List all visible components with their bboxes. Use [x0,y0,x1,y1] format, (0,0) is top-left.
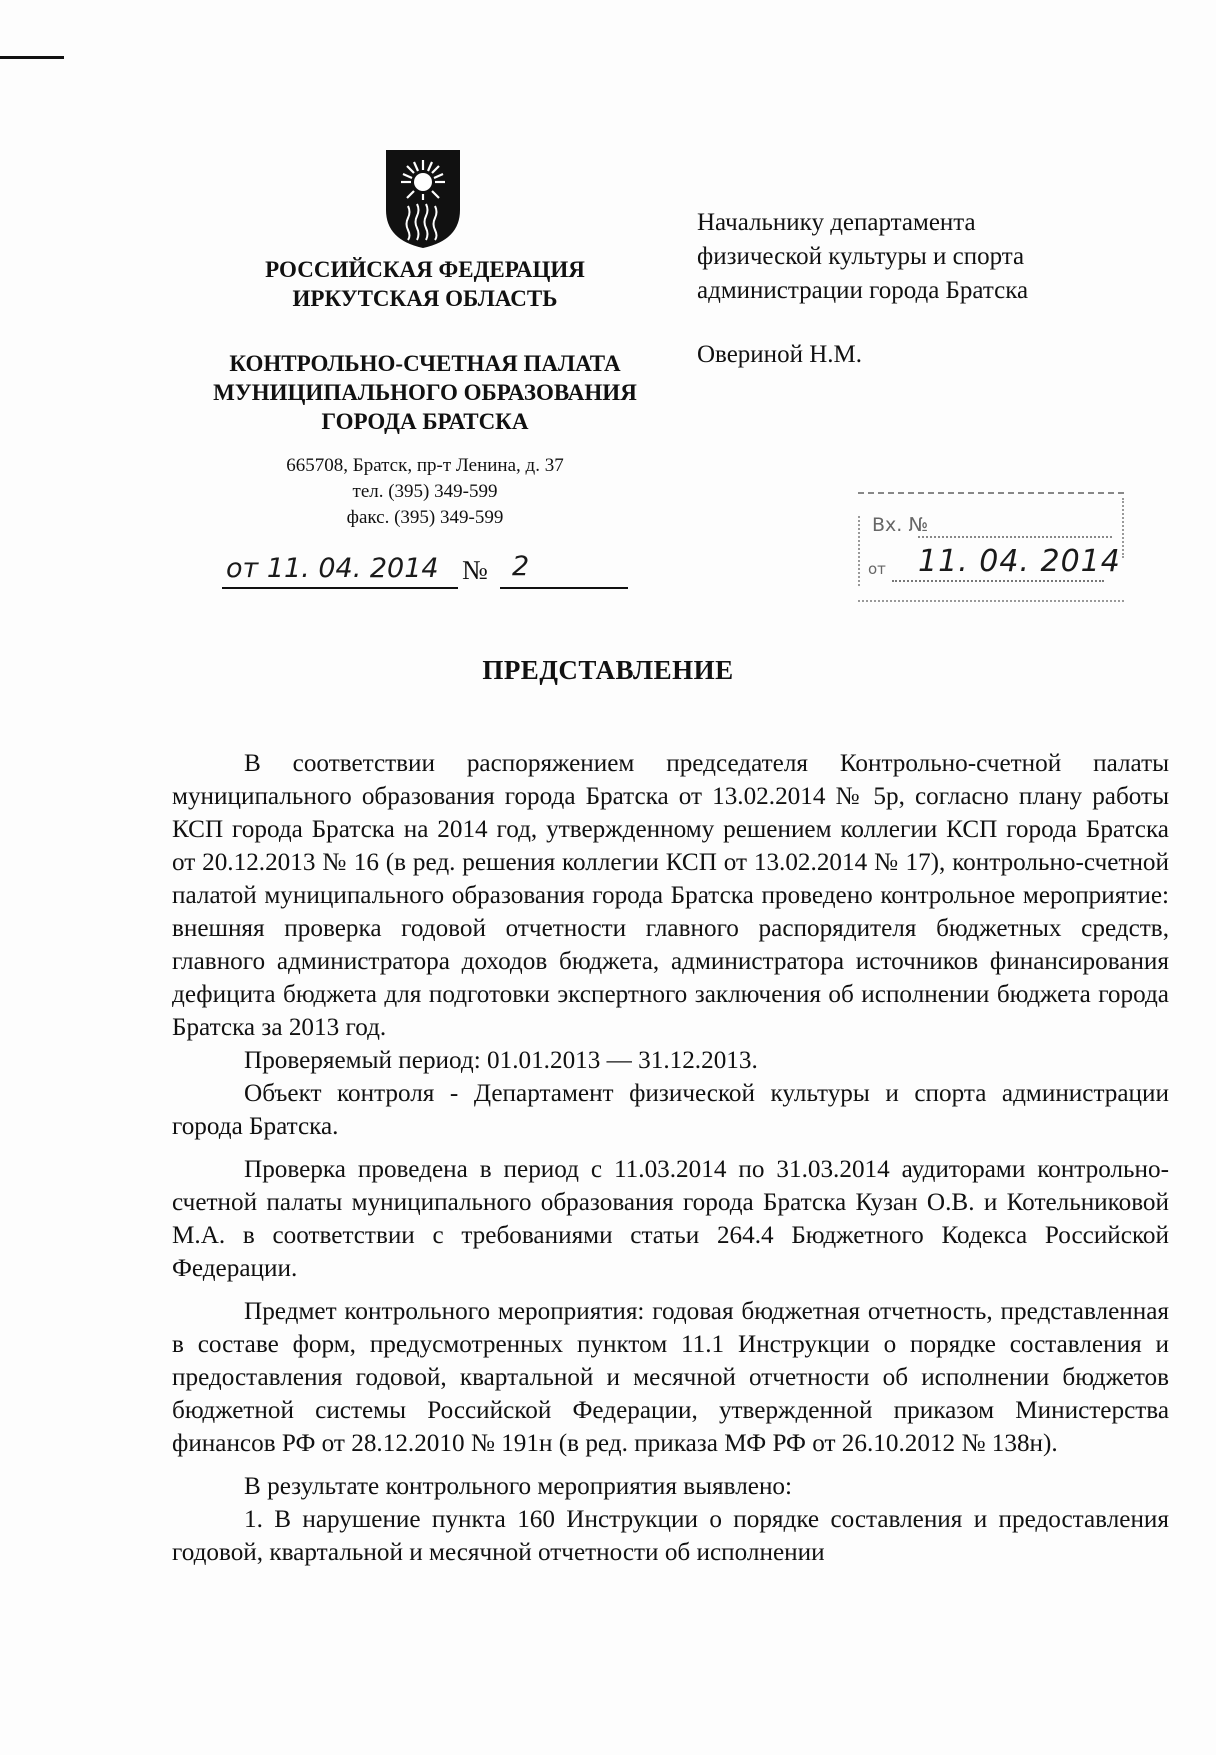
paragraph-findings-intro: В результате контрольного мероприятия выявлено: [244,1473,793,1500]
org-name-line-2: МУНИЦИПАЛЬНОГО ОБРАЗОВАНИЯ [213,380,637,405]
addressee-name: Овериной Н.М. [697,341,862,368]
outgoing-date-handwritten: от 11. 04. 2014 [226,553,439,584]
paragraph-control-object: Объект контроля - Департамент физической культуры и спорта администрации города Братска. [172,1080,1169,1140]
organization-contacts [230,453,620,531]
addressee-line-2: физической культуры и спорта [697,243,1025,270]
stamp-date-label: от [868,560,886,578]
phone-number: тел. (395) 349-599 [352,481,498,502]
paragraph-period: Проверяемый период: 01.01.2013 — 31.12.2013. [244,1047,758,1074]
region-name: ИРКУТСКАЯ ОБЛАСТЬ [292,286,558,311]
postal-address: 665708, Братск, пр-т Ленина, д. 37 [286,455,564,476]
date-underline [222,587,458,589]
addressee-line-3: администрации города Братска [697,277,1029,304]
scan-corner-mark [0,56,64,59]
paragraph-auditors: Проверка проведена в период с 11.03.2014 по 31.03.2014 аудиторами контрольно-счетной палаты муниципального образования города Братска Кузан О.В. и Котельниковой М.А. в соответствии с требованиями статьи 264.4 Бюджетного Кодекса Российской Федерации. [172,1156,1169,1282]
paragraph-finding-1: 1. В нарушение пункта 160 Инструкции о порядке составления и предоставления годовой, квартальной и месячной отчетности об исполнении [172,1506,1169,1566]
org-name-line-1: КОНТРОЛЬНО-СЧЕТНАЯ ПАЛАТА [229,351,621,376]
org-name-line-3: ГОРОДА БРАТСКА [321,409,529,434]
addressee-line-1: Начальнику департамента [697,209,976,236]
number-underline [500,587,628,589]
country-name: РОССИЙСКАЯ ФЕДЕРАЦИЯ [265,257,585,282]
outgoing-number-handwritten: 2 [512,551,530,582]
organization-header [180,255,670,436]
stamp-date-handwritten: 11. 04. 2014 [918,544,1121,579]
fax-number: факс. (395) 349-599 [346,507,504,528]
addressee-block [697,206,1137,372]
document-body [172,747,1169,1569]
paragraph-basis: В соответствии распоряжением председателя Контрольно-счетной палаты муниципального образования города Братска от 13.02.2014 № 5р, согласно плану работы КСП города Братска на 2014 год, утвержденному решением коллегии КСП города Братска от 20.12.2013 № 16 (в ред. решения коллегии КСП от 13.02.2014 № 17), контрольно-счетной палатой муниципального образования города Братска проведено контрольное мероприятие: внешняя проверка годовой отчетности главного распорядителя бюджетных средств, главного администратора доходов бюджета, администратора источников финансирования дефицита бюджета для подготовки экспертного заключения об исполнении бюджета города Братска за 2013 год. [172,750,1169,1041]
bratsk-coat-of-arms-icon [384,148,462,250]
stamp-incoming-label: Вх. № [872,514,929,536]
incoming-registration-stamp [858,492,1124,604]
number-sign: № [462,555,488,585]
document-title: ПРЕДСТАВЛЕНИЕ [482,655,734,685]
outgoing-reference [222,551,632,595]
paragraph-subject: Предмет контрольного мероприятия: годовая бюджетная отчетность, представленная в составе форм, предусмотренных пунктом 11.1 Инструкции о порядке составления и предоставления годовой, квартальной и месячной отчетности об исполнении бюджетов бюджетной системы Российской Федерации, утвержденной приказом Министерства финансов РФ от 28.12.2010 № 191н (в ред. приказа МФ РФ от 26.10.2012 № 138н). [172,1298,1169,1457]
